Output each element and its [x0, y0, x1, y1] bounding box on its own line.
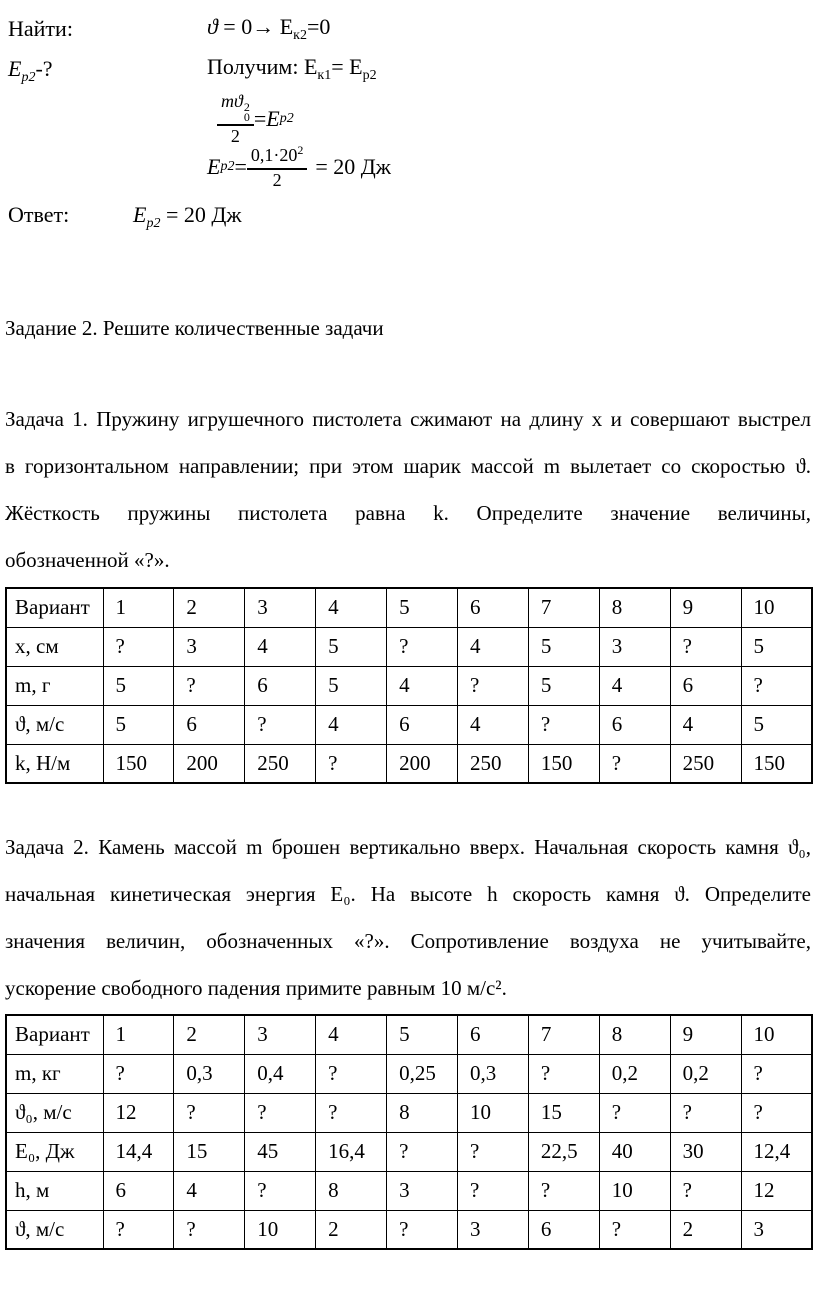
- value-cell: 30: [670, 1132, 741, 1171]
- variant-cell: 7: [528, 1015, 599, 1054]
- value-cell: 200: [174, 744, 245, 783]
- value-cell: ?: [741, 1054, 812, 1093]
- table-row: [6, 588, 812, 627]
- value-cell: 6: [670, 666, 741, 705]
- value-cell: ?: [670, 627, 741, 666]
- value-cell: ?: [528, 1171, 599, 1210]
- value-cell: 250: [245, 744, 316, 783]
- variant-header-cell: Вариант: [6, 1015, 103, 1054]
- row-label-cell: x, см: [6, 627, 103, 666]
- value-cell: 0,2: [670, 1054, 741, 1093]
- paragraph-line: в горизонтальном направлении; при этом шарик массой m вылетает со скоростью ϑ.: [5, 454, 811, 478]
- variant-cell: 9: [670, 1015, 741, 1054]
- value-cell: 45: [245, 1132, 316, 1171]
- value-cell: ?: [103, 1054, 174, 1093]
- variant-cell: 6: [457, 1015, 528, 1054]
- variant-cell: 5: [387, 1015, 458, 1054]
- value-cell: 14,4: [103, 1132, 174, 1171]
- task1-paragraph: [5, 396, 811, 584]
- value-cell: 4: [387, 666, 458, 705]
- value-cell: ?: [245, 705, 316, 744]
- assignment-heading: Задание 2. Решите количественные задачи: [5, 316, 384, 340]
- formula-step1: $ϑ = 0\to E_{к2}=0$: [207, 14, 331, 43]
- answer-label: Ответ:: [8, 202, 70, 227]
- value-cell: ?: [316, 1054, 387, 1093]
- table-row: [6, 666, 812, 705]
- table-row: [6, 705, 812, 744]
- value-cell: 0,3: [457, 1054, 528, 1093]
- table-row: [6, 744, 812, 783]
- value-cell: ?: [387, 1210, 458, 1249]
- value-cell: ?: [387, 1132, 458, 1171]
- row-label-cell: m, кг: [6, 1054, 103, 1093]
- variant-cell: 6: [457, 588, 528, 627]
- value-cell: 3: [741, 1210, 812, 1249]
- value-cell: 6: [599, 705, 670, 744]
- table-row: [6, 1054, 812, 1093]
- paragraph-line: ускорение свободного падения примите равным 10 м/с².: [5, 976, 507, 1000]
- value-cell: 10: [457, 1093, 528, 1132]
- value-cell: 4: [457, 627, 528, 666]
- value-cell: ?: [174, 1210, 245, 1249]
- value-cell: ?: [457, 1132, 528, 1171]
- value-cell: 0,2: [599, 1054, 670, 1093]
- value-cell: ?: [741, 666, 812, 705]
- value-cell: 3: [387, 1171, 458, 1210]
- value-cell: ?: [599, 1093, 670, 1132]
- value-cell: ?: [245, 1093, 316, 1132]
- value-cell: 3: [174, 627, 245, 666]
- variant-cell: 2: [174, 1015, 245, 1054]
- value-cell: 150: [741, 744, 812, 783]
- value-cell: 6: [387, 705, 458, 744]
- value-cell: 3: [599, 627, 670, 666]
- answer-formula: $E_{p2} = 20$ Дж: [133, 202, 242, 231]
- value-cell: 12,4: [741, 1132, 812, 1171]
- row-label-cell: ϑ, м/с: [6, 1210, 103, 1249]
- value-cell: 22,5: [528, 1132, 599, 1171]
- variant-cell: 3: [245, 588, 316, 627]
- variant-cell: 1: [103, 588, 174, 627]
- value-cell: 150: [528, 744, 599, 783]
- value-cell: 5: [103, 666, 174, 705]
- paragraph-line: Задача 2. Камень массой m брошен вертикально вверх. Начальная скорость камня ϑ₀,: [5, 835, 811, 859]
- theta-symbol: ϑ: [207, 14, 218, 39]
- value-cell: ?: [457, 666, 528, 705]
- row-label-cell: ϑ₀, м/с: [6, 1093, 103, 1132]
- variant-cell: 5: [387, 588, 458, 627]
- value-cell: 16,4: [316, 1132, 387, 1171]
- value-cell: ?: [670, 1171, 741, 1210]
- value-cell: 5: [528, 627, 599, 666]
- value-cell: 12: [741, 1171, 812, 1210]
- value-cell: ?: [387, 627, 458, 666]
- value-cell: 2: [316, 1210, 387, 1249]
- value-cell: ?: [174, 1093, 245, 1132]
- variant-cell: 7: [528, 588, 599, 627]
- value-cell: ?: [103, 1210, 174, 1249]
- formula-step2: Получим: $E_{к1}= E_{p2}$: [207, 54, 377, 83]
- row-label-cell: E₀, Дж: [6, 1132, 103, 1171]
- value-cell: 250: [457, 744, 528, 783]
- row-label-cell: m, г: [6, 666, 103, 705]
- arrow-icon: →: [252, 14, 280, 39]
- value-cell: ?: [599, 744, 670, 783]
- formula-step4: E p2 = $\frac{0,1\cdot 20^2}{2}$ = 20 Дж: [207, 143, 391, 190]
- value-cell: 8: [316, 1171, 387, 1210]
- variant-cell: 10: [741, 1015, 812, 1054]
- value-cell: ?: [670, 1093, 741, 1132]
- variant-cell: 3: [245, 1015, 316, 1054]
- value-cell: 15: [528, 1093, 599, 1132]
- value-cell: 200: [387, 744, 458, 783]
- value-cell: 10: [245, 1210, 316, 1249]
- value-cell: 6: [528, 1210, 599, 1249]
- value-cell: 0,4: [245, 1054, 316, 1093]
- row-label-cell: k, Н/м: [6, 744, 103, 783]
- value-cell: 0,3: [174, 1054, 245, 1093]
- paragraph-line: значения величин, обозначенных «?». Сопротивление воздуха не учитывайте,: [5, 929, 811, 953]
- value-cell: 5: [741, 627, 812, 666]
- paragraph-line: обозначенной «?».: [5, 548, 170, 572]
- value-cell: 4: [670, 705, 741, 744]
- task1-table: [5, 587, 813, 784]
- find-quantity: $E_{p2}-$?: [8, 56, 53, 85]
- value-cell: ?: [174, 666, 245, 705]
- value-cell: 4: [245, 627, 316, 666]
- value-cell: 8: [387, 1093, 458, 1132]
- value-cell: ?: [599, 1210, 670, 1249]
- value-cell: ?: [103, 627, 174, 666]
- value-cell: ?: [457, 1171, 528, 1210]
- value-cell: 4: [316, 705, 387, 744]
- value-cell: 5: [741, 705, 812, 744]
- value-cell: ?: [528, 1054, 599, 1093]
- fraction: mϑ 2 0 2: [217, 92, 254, 147]
- value-cell: 15: [174, 1132, 245, 1171]
- value-cell: 6: [174, 705, 245, 744]
- value-cell: ?: [741, 1093, 812, 1132]
- table-row: [6, 1015, 812, 1054]
- variant-cell: 4: [316, 1015, 387, 1054]
- find-label: Найти:: [8, 16, 73, 41]
- variant-cell: 9: [670, 588, 741, 627]
- value-cell: 40: [599, 1132, 670, 1171]
- value-cell: 5: [316, 627, 387, 666]
- value-cell: 5: [316, 666, 387, 705]
- variant-cell: 4: [316, 588, 387, 627]
- value-cell: ?: [316, 744, 387, 783]
- value-cell: 6: [245, 666, 316, 705]
- table-row: [6, 627, 812, 666]
- value-cell: 150: [103, 744, 174, 783]
- variant-header-cell: Вариант: [6, 588, 103, 627]
- value-cell: 3: [457, 1210, 528, 1249]
- value-cell: 5: [528, 666, 599, 705]
- value-cell: 4: [174, 1171, 245, 1210]
- variant-cell: 10: [741, 588, 812, 627]
- value-cell: 2: [670, 1210, 741, 1249]
- value-cell: 5: [103, 705, 174, 744]
- fraction: $\frac{0,1\cdot 20^2}{2}$: [247, 144, 308, 191]
- variant-cell: 8: [599, 588, 670, 627]
- table-row: [6, 1210, 812, 1249]
- task2-table: [5, 1014, 813, 1250]
- row-label-cell: h, м: [6, 1171, 103, 1210]
- paragraph-line: Задача 1. Пружину игрушечного пистолета сжимают на длину x и совершают выстрел: [5, 407, 811, 431]
- value-cell: 4: [599, 666, 670, 705]
- task2-paragraph: [5, 824, 811, 1012]
- value-cell: 6: [103, 1171, 174, 1210]
- value-cell: ?: [316, 1093, 387, 1132]
- row-label-cell: ϑ, м/с: [6, 705, 103, 744]
- variant-cell: 8: [599, 1015, 670, 1054]
- table-row: [6, 1093, 812, 1132]
- formula-step3: mϑ 2 0 2 = E p2: [217, 92, 294, 147]
- paragraph-line: начальная кинетическая энергия E₀. На высоте h скорость камня ϑ. Определите: [5, 882, 811, 906]
- solution-block: [5, 8, 811, 312]
- value-cell: ?: [245, 1171, 316, 1210]
- variant-cell: 2: [174, 588, 245, 627]
- value-cell: 12: [103, 1093, 174, 1132]
- value-cell: 250: [670, 744, 741, 783]
- variant-cell: 1: [103, 1015, 174, 1054]
- table-row: [6, 1171, 812, 1210]
- value-cell: 10: [599, 1171, 670, 1210]
- value-cell: ?: [528, 705, 599, 744]
- table-row: [6, 1132, 812, 1171]
- value-cell: 4: [457, 705, 528, 744]
- paragraph-line: Жёсткость пружины пистолета равна k. Определите значение величины,: [5, 501, 811, 525]
- value-cell: 0,25: [387, 1054, 458, 1093]
